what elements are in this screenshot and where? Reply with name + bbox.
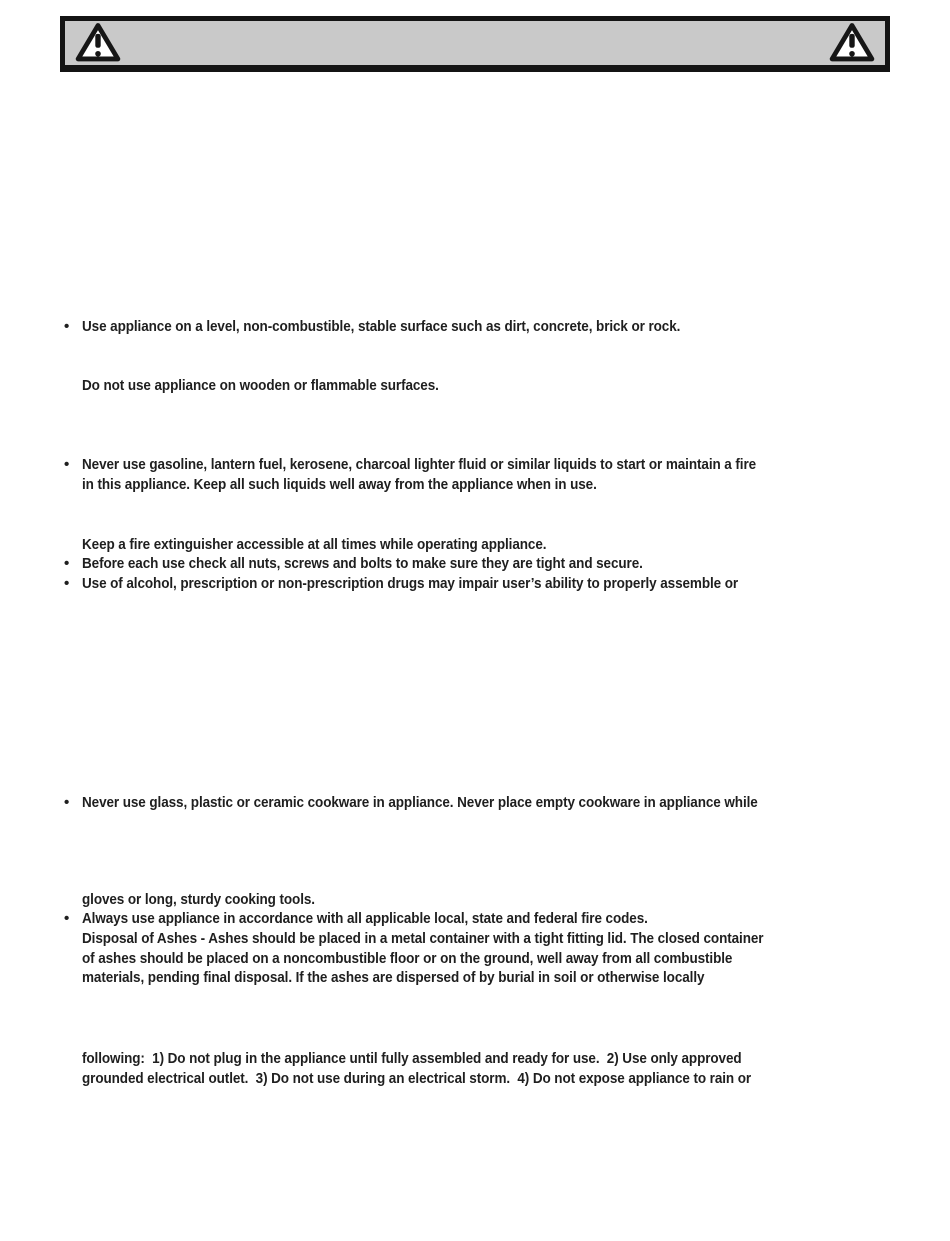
text-block <box>64 929 839 988</box>
text-block <box>64 890 341 910</box>
bullet-marker: • <box>64 318 70 335</box>
bullet-item <box>64 455 831 494</box>
bullet-item <box>64 554 705 574</box>
text-line: grounded electrical outlet. 3) Do not use during an electrical storm. 4) Do not expose appliance to rain or <box>82 1069 752 1087</box>
text-line: Use appliance on a level, non-combustible, stable surface such as dirt, concrete, brick or rock. <box>82 318 681 335</box>
bullet-marker: • <box>64 575 70 592</box>
bullet-item <box>64 793 833 813</box>
text-block <box>64 1049 825 1088</box>
warning-triangle-icon <box>74 22 122 65</box>
text-line: materials, pending final disposal. If the ashes are dispersed of by burial in soil or otherwise locally <box>82 969 705 986</box>
text-line: Disposal of Ashes - Ashes should be placed in a metal container with a tight fitting lid. The closed container <box>82 930 764 947</box>
bullet-marker: • <box>64 910 70 927</box>
text-block <box>64 376 478 396</box>
text-line: gloves or long, sturdy cooking tools. <box>82 891 315 908</box>
text-line: following: 1) Do not plug in the appliance until fully assembled and ready for use. 2) Use only approved <box>82 1050 742 1067</box>
text-line: Never use glass, plastic or ceramic cookware in appliance. Never place empty cookware in appliance while <box>82 794 758 811</box>
bullet-marker: • <box>64 794 70 811</box>
text-line: Use of alcohol, prescription or non-prescription drugs may impair user’s ability to properly assemble or <box>82 575 739 592</box>
bullet-marker: • <box>64 456 70 473</box>
warning-banner <box>60 16 890 72</box>
text-block <box>64 535 598 555</box>
text-line: Always use appliance in accordance with all applicable local, state and federal fire codes. <box>82 910 648 927</box>
text-line: Never use gasoline, lantern fuel, kerosene, charcoal lighter fluid or similar liquids to start or maintain a fire <box>82 456 757 473</box>
text-line: Do not use appliance on wooden or flammable surfaces. <box>82 377 439 394</box>
text-line: in this appliance. Keep all such liquids well away from the appliance when in use. <box>82 475 597 493</box>
bullet-item <box>64 317 747 337</box>
text-line: Keep a fire extinguisher accessible at all times while operating appliance. <box>82 536 547 553</box>
text-line: Before each use check all nuts, screws and bolts to make sure they are tight and secure. <box>82 555 643 572</box>
text-line: of ashes should be placed on a noncombustible floor or on the ground, well away from all combustible <box>82 949 733 967</box>
warning-triangle-icon <box>828 22 876 65</box>
bullet-item <box>64 909 711 929</box>
bullet-marker: • <box>64 555 70 572</box>
bullet-item <box>64 574 811 594</box>
